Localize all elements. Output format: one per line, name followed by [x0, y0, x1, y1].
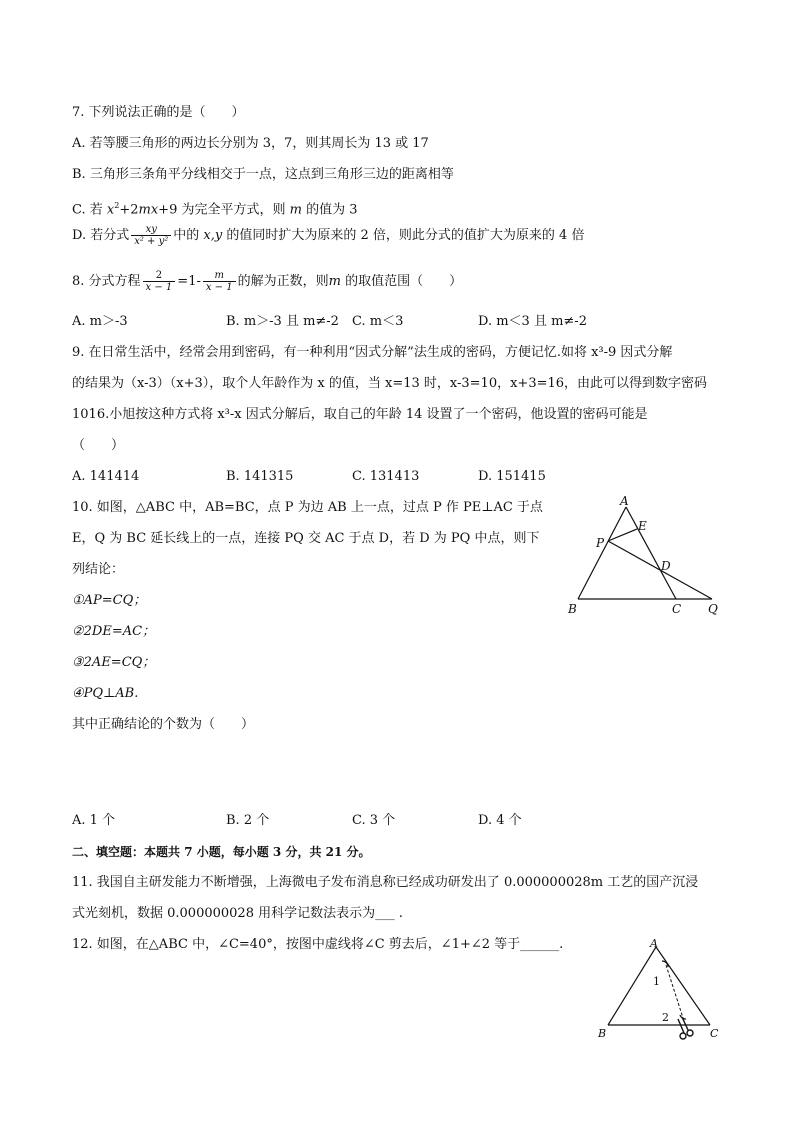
q9-option-c: C. 131413: [352, 469, 420, 484]
q7-option-a: A. 若等腰三角形的两边长分别为 3，7，则其周长为 13 或 17: [72, 136, 429, 151]
q8-stem: 8. 分式方程 $\frac{2}{x - 1}$ =1- $\frac{m}{x - 1}$ 的解为正数，则m 的取值范围（ ）: [72, 270, 463, 293]
q10-option-a: A. 1 个: [72, 813, 116, 828]
label-e: E: [638, 519, 647, 533]
segment-ab: [578, 507, 626, 599]
segment-pq: [608, 541, 712, 599]
q7-option-b: B. 三角形三条角平分线相交于一点，这点到三角形三边的距离相等: [72, 167, 454, 182]
q10-option-c: C. 3 个: [352, 813, 396, 828]
label-p: P: [596, 536, 605, 550]
q10-line-3: 列结论：: [72, 562, 125, 577]
label-b: B: [598, 1027, 607, 1040]
q8-option-d: D. m＜3 且 m≠-2: [478, 314, 587, 329]
q7-option-d: D. 若分式 $\frac{xy}{\text{x² + y²}}$ 中的 x,y 的值同时扩大为原来的 2 倍，则此分式的值扩大为原来的 4 倍: [72, 224, 585, 247]
label-c: C: [672, 602, 682, 616]
q8-option-a: A. m＞-3: [72, 314, 128, 329]
label-angle-1: 1: [653, 975, 660, 988]
label-c: C: [710, 1027, 719, 1040]
fraction: $\frac{xy}{\text{x² + y²}}$: [131, 224, 171, 247]
label-q: Q: [708, 602, 718, 616]
angle-1-arc: [662, 961, 668, 967]
q10-option-d: D. 4 个: [478, 813, 522, 828]
scissors-icon: [678, 1017, 693, 1039]
q10-figure: [560, 495, 730, 620]
q11-line-1: 11. 我国自主研发能力不断增强，上海微电子发布消息称已经成功研发出了 0.000000028m 工艺的国产沉浸: [72, 875, 699, 890]
q8-option-c: C. m＜3: [352, 314, 404, 329]
q10-line-2: E，Q 为 BC 延长线上的一点，连接 PQ 交 AC 于点 D，若 D 为 PQ 中点，则下: [72, 531, 540, 546]
label-b: B: [568, 602, 577, 616]
q12-line-1: 12. 如图，在△ABC 中，∠C=40°，按图中虚线将∠C 剪去后，∠1+∠2 等于______.: [72, 937, 564, 952]
section-header: 二、填空题：本题共 7 小题，每小题 3 分，共 21 分。: [72, 845, 371, 859]
q10-ask: 其中正确结论的个数为（ ）: [72, 717, 255, 732]
q9-line-1: 9. 在日常生活中，经常会用到密码，有一种利用“因式分解”法生成的密码，方便记忆.如将 x³-9 因式分解: [72, 345, 673, 360]
label-a: A: [620, 495, 629, 508]
q9-option-b: B. 141315: [226, 469, 294, 484]
q10-conclusion-4: ④PQ⊥AB.: [72, 686, 139, 701]
q10-conclusion-3: ③2AE=CQ；: [72, 655, 156, 670]
label-a: A: [650, 937, 658, 950]
fraction: $\frac{m}{x - 1}$: [203, 270, 236, 293]
q9-option-d: D. 151415: [478, 469, 546, 484]
q9-line-3: 1016.小旭按这种方式将 x³-x 因式分解后，取自己的年龄 14 设置了一个密码，他设置的密码可能是: [72, 407, 648, 422]
fraction: $\frac{2}{x - 1}$: [143, 270, 176, 293]
q9-line-4: （ ）: [72, 438, 125, 453]
label-d: D: [661, 559, 671, 573]
segment-ac: [626, 507, 676, 599]
q10-line-1: 10. 如图，△ABC 中，AB=BC，点 P 为边 AB 上一点，过点 P 作 PE⊥AC 于点: [72, 500, 543, 515]
q12-figure: [590, 935, 730, 1045]
q9-line-2: 的结果为（x-3）（x+3），取个人年龄作为 x 的值，当 x=13 时，x-3=10，x+3=16，由此可以得到数字密码: [72, 376, 708, 391]
q10-option-b: B. 2 个: [226, 813, 270, 828]
segment-ab: [608, 947, 656, 1025]
q11-line-2: 式光刻机，数据 0.000000028 用科学记数法表示为___ .: [72, 906, 403, 921]
q8-option-b: B. m＞-3 且 m≠-2: [226, 314, 339, 329]
q7-stem: 7. 下列说法正确的是（ ）: [72, 105, 245, 120]
q10-conclusion-2: ②2DE=AC；: [72, 624, 156, 639]
segment-pe: [608, 529, 637, 541]
label-angle-2: 2: [662, 1011, 669, 1024]
q9-option-a: A. 141414: [72, 469, 140, 484]
q7-option-c: C. 若 $x^2+2mx+9$ 为完全平方式，则 m 的值为 3: [72, 201, 358, 218]
q10-conclusion-1: ①AP=CQ；: [72, 593, 147, 608]
